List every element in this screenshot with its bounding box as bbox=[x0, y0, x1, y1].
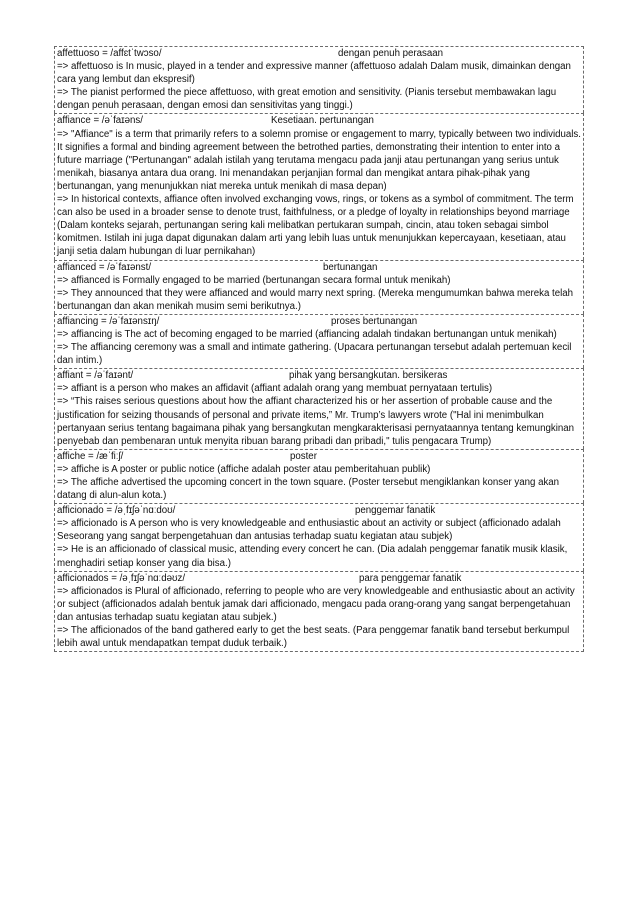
entry-definition: => afficionados is Plural of afficionado, referring to people who are very knowledgeable and enthusiastic about an activity or subject (afficionados adalah bentuk jamak dari afficionado, mengacu pada orang-orang yang sangat berpengetahuan dan antusias terhadap suatu kegiatan atau subjek.) bbox=[57, 585, 575, 623]
dictionary-page bbox=[54, 46, 584, 652]
entry-translation: bertunangan bbox=[323, 261, 378, 273]
entry-definition: => affianced is Formally engaged to be married (bertunangan secara formal untuk menikah) bbox=[57, 274, 451, 286]
entry-headword: affiancing = /əˈfaɪənsɪŋ/ bbox=[57, 315, 160, 327]
entry-header bbox=[57, 315, 582, 328]
entry-definition: => "Affiance" is a term that primarily refers to a solemn promise or engagement to marry, typically between two individuals. It signifies a formal and binding agreement between the betrothed parties, demonstrating their intention to enter into a future marriage ("Pertunangan" adalah istilah yang terutama mengacu pada janji atau pertunangan yang serius untuk menikah, biasanya antara dua orang. Ini menandakan perjanjian formal dan mengikat antara pihak-pihak yang bertunangan, yang menunjukkan niat mereka untuk menikah di masa depan) bbox=[57, 128, 581, 192]
entry-header bbox=[57, 261, 582, 274]
entry-example: => The pianist performed the piece affettuoso, with great emotion and sensitivity. (Pianis tersebut membawakan lagu dengan penuh perasaan, dengan emosi dan sensitivitas yang tinggi.) bbox=[57, 87, 557, 112]
entry-headword: affianced = /əˈfaɪənst/ bbox=[57, 261, 152, 273]
entry-headword: affiance = /əˈfaɪəns/ bbox=[57, 115, 143, 127]
dictionary-entry bbox=[54, 260, 584, 314]
entry-headword: afficionados = /əˌfɪʃəˈnɑːdəʊz/ bbox=[57, 572, 186, 584]
dictionary-entry bbox=[54, 46, 584, 113]
entry-example: => He is an afficionado of classical music, attending every concert he can. (Dia adalah penggemar fanatik musik klasik, menghadiri setiap konser yang dia bisa.) bbox=[57, 544, 568, 569]
entry-example: => “This raises serious questions about how the affiant characterized his or her assertion of probable cause and the justification for seizing thousands of personal and private items,” Mr. Trump’s lawyers wrote ("Hal ini menimbulkan pertanyaan serius tentang bagaimana pihak yang bersangkutan mengkarakterisasi pernyataannya tentang kemungkinan penyebab dan pembenaran untuk menyita ribuan barang pribadi dan pribadi," tulis pengacara Trump) bbox=[57, 396, 575, 447]
entry-header bbox=[57, 369, 582, 382]
entry-definition: => affiche is A poster or public notice (affiche adalah poster atau pemberitahuan publik) bbox=[57, 463, 431, 475]
entry-header bbox=[57, 504, 582, 517]
entry-headword: affettuoso = /affɛtˈtwɔso/ bbox=[57, 48, 162, 59]
entry-translation: dengan penuh perasaan bbox=[338, 48, 444, 59]
dictionary-entry bbox=[54, 113, 584, 259]
entry-definition: => afficionado is A person who is very knowledgeable and enthusiastic about an activity or subject (afficionado adalah Seseorang yang sangat berpengetahuan dan antusias terhadap suatu kegiatan atau subjek) bbox=[57, 518, 561, 543]
dictionary-entry bbox=[54, 503, 584, 570]
dictionary-entry bbox=[54, 449, 584, 503]
entry-translation: proses bertunangan bbox=[331, 315, 418, 327]
entry-definition: => affettuoso is In music, played in a tender and expressive manner (affettuoso adalah Dalam musik, dimainkan dengan cara yang lembut dan ekspresif) bbox=[57, 61, 571, 86]
entry-definition: => affiant is a person who makes an affidavit (affiant adalah orang yang membuat pernyataan tertulis) bbox=[57, 383, 493, 395]
entry-translation: poster bbox=[290, 450, 317, 462]
dictionary-entry bbox=[54, 368, 584, 449]
entry-translation: para penggemar fanatik bbox=[359, 572, 462, 584]
entry-example: => In historical contexts, affiance often involved exchanging vows, rings, or tokens as a symbol of commitment. The term can also be used in a broader sense to denote trust, faithfulness, or a pledge of loyalty in relationships beyond marriage (Dalam konteks sejarah, pertunangan sering kali melibatkan pertukaran sumpah, cincin, atau token sebagai simbol komitmen. Istilah ini juga dapat digunakan dalam arti yang lebih luas untuk menunjukkan kepercayaan, kesetiaan, atau janji setia dalam hubungan di luar pernikahan) bbox=[57, 194, 574, 258]
entry-example: => They announced that they were affianced and would marry next spring. (Mereka mengumumkan bahwa mereka telah bertunangan dan akan menikah musim semi berikutnya.) bbox=[57, 287, 574, 312]
entry-definition: => affiancing is The act of becoming engaged to be married (affiancing adalah tindakan bertunangan untuk menikah) bbox=[57, 328, 557, 340]
entry-headword: afficionado = /əˌfɪʃəˈnɑːdoʊ/ bbox=[57, 505, 176, 517]
entry-example: => The affiche advertised the upcoming concert in the town square. (Poster tersebut mengiklankan konser yang akan datang di alun-alun kota.) bbox=[57, 477, 560, 502]
entry-translation: penggemar fanatik bbox=[355, 505, 436, 517]
entry-example: => The afficionados of the band gathered early to get the best seats. (Para penggemar fanatik band tersebut berkumpul lebih awal untuk mendapatkan tempat duduk terbaik.) bbox=[57, 625, 570, 650]
entry-header bbox=[57, 47, 582, 60]
dictionary-entry bbox=[54, 314, 584, 368]
entry-headword: affiche = /æˈfiːʃ/ bbox=[57, 450, 124, 462]
entry-header bbox=[57, 450, 582, 463]
entry-translation: pihak yang bersangkutan. bersikeras bbox=[289, 370, 448, 382]
entry-example: => The affiancing ceremony was a small and intimate gathering. (Upacara pertunangan tersebut adalah pertemuan kecil dan intim.) bbox=[57, 342, 572, 367]
entry-translation: Kesetiaan. pertunangan bbox=[271, 115, 374, 127]
entry-header bbox=[57, 114, 582, 127]
entry-headword: affiant = /əˈfaɪənt/ bbox=[57, 370, 134, 382]
dictionary-entry bbox=[54, 571, 584, 653]
entry-header bbox=[57, 572, 582, 585]
